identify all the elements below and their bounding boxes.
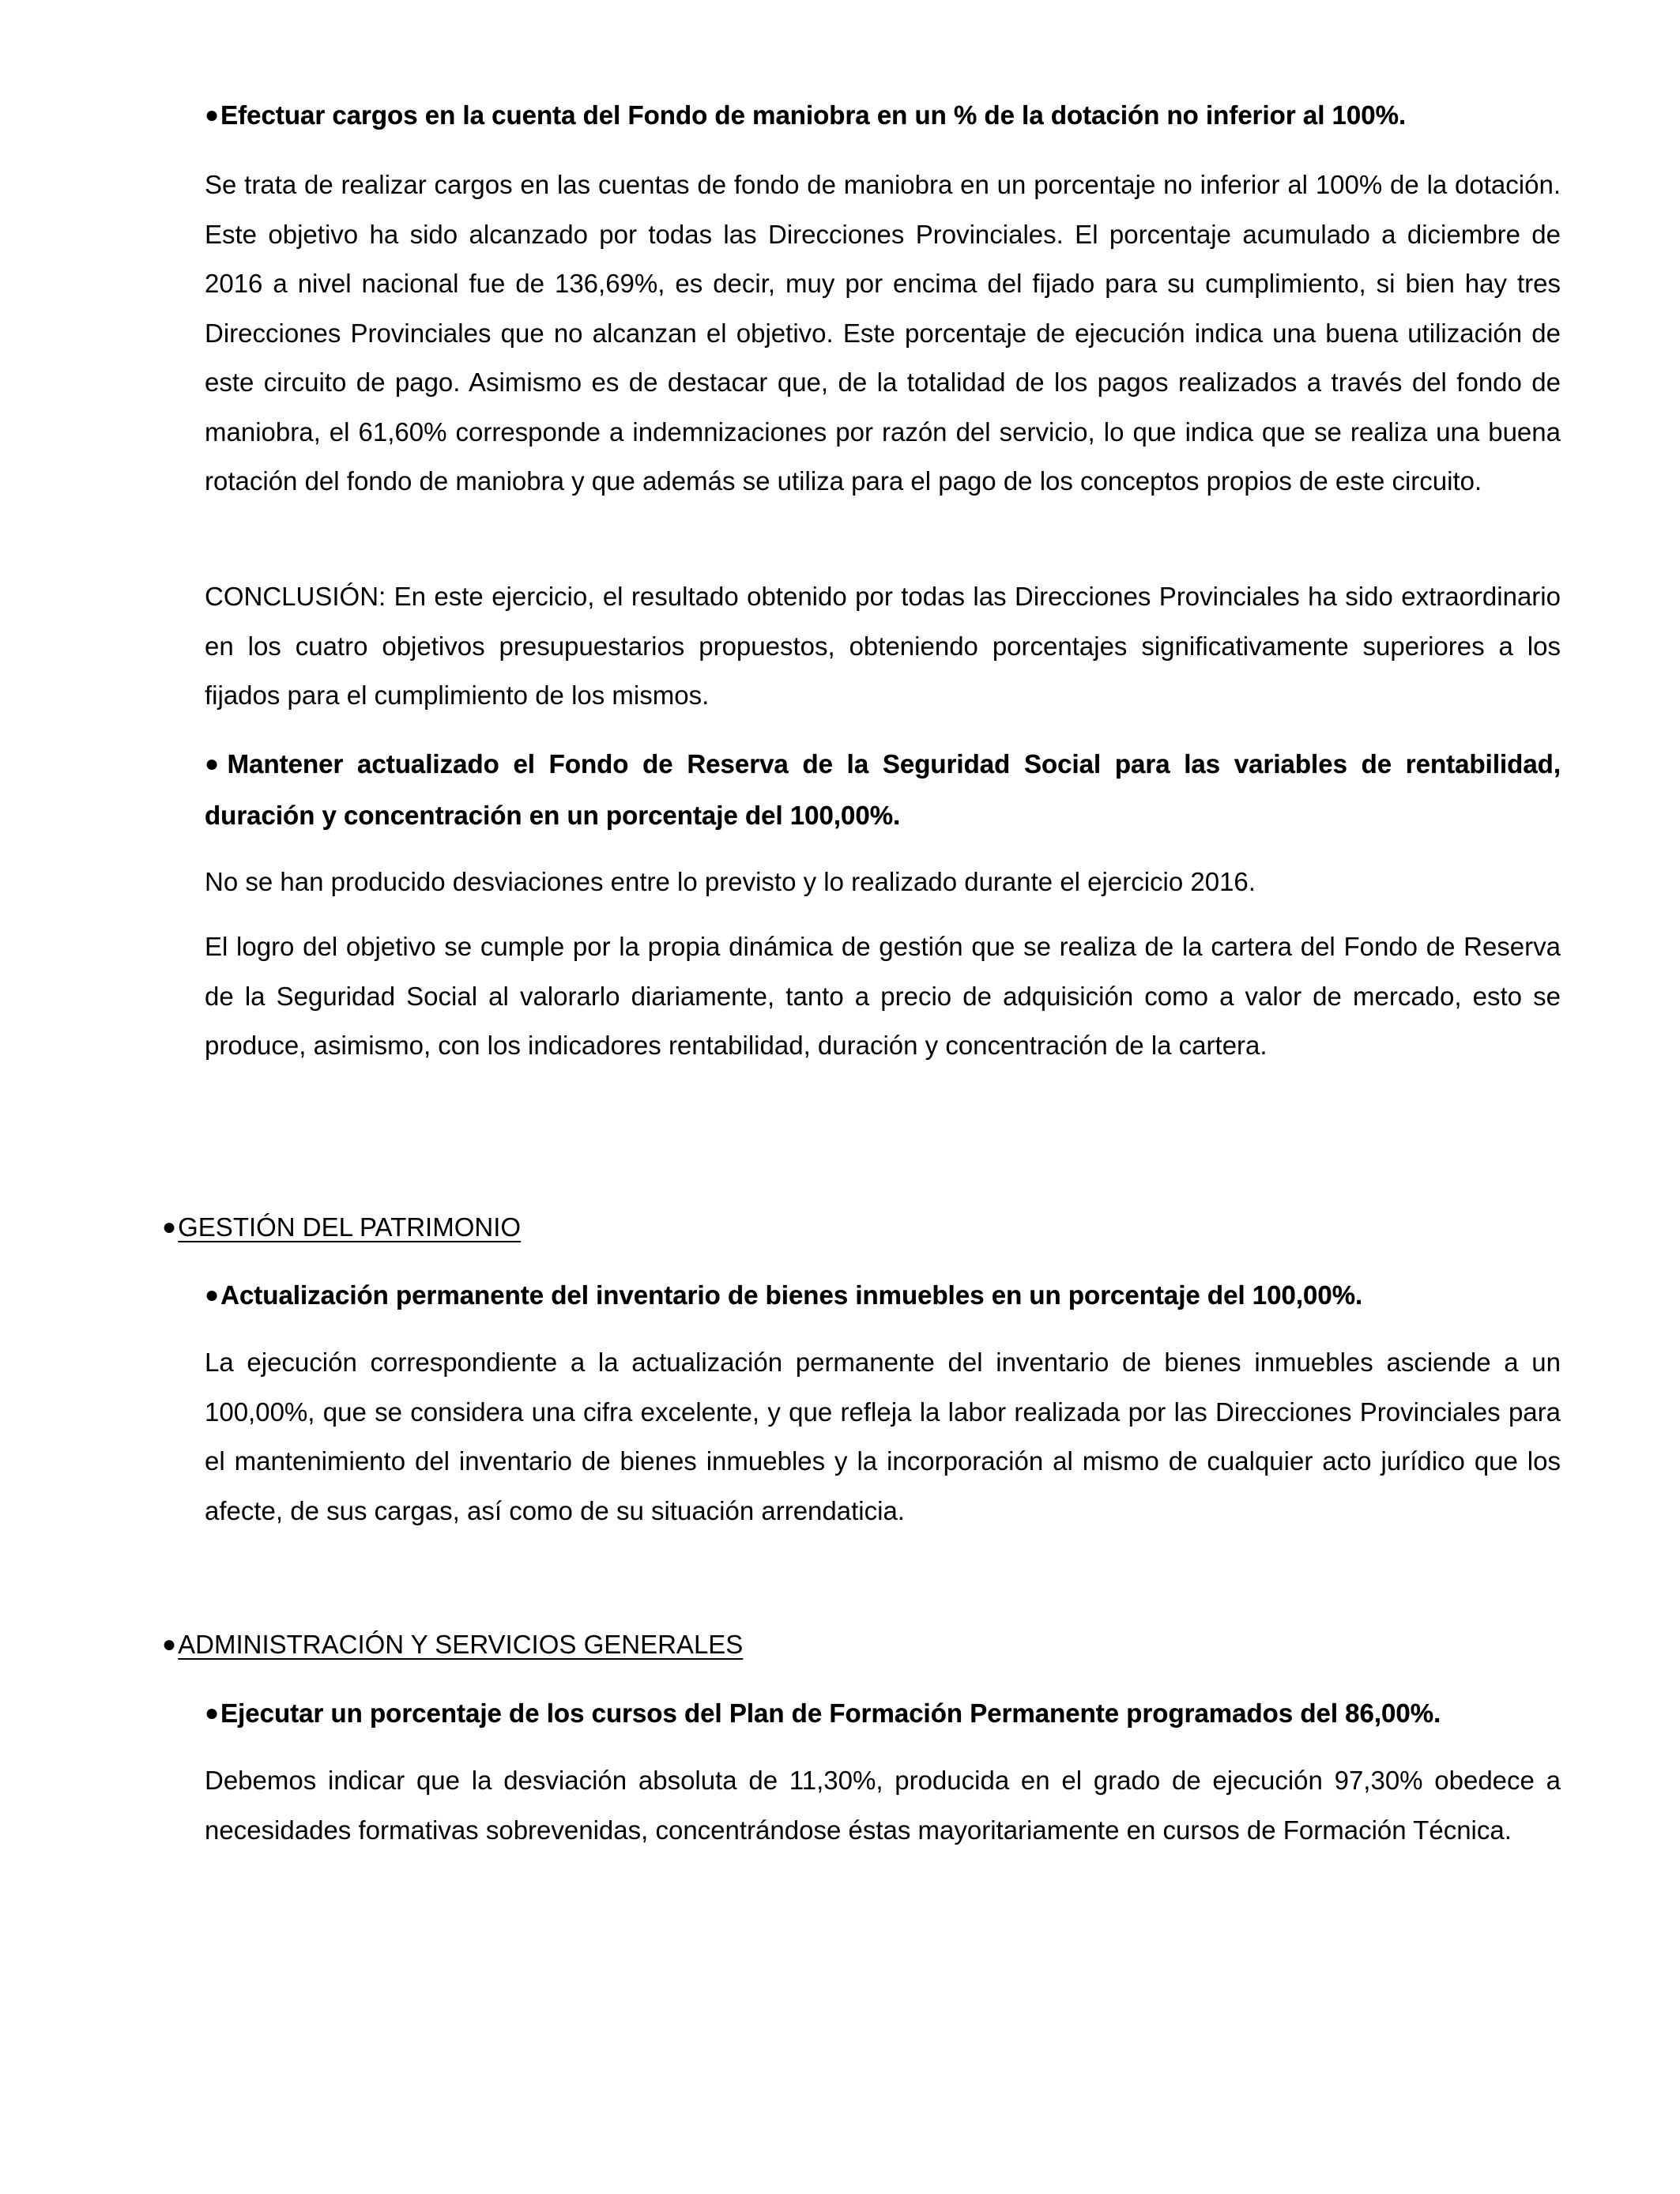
objective-heading-fondo-reserva [205,740,1561,840]
bullet-icon: ● [162,1214,177,1240]
bullet-icon: ● [205,751,226,777]
bullet-icon: ● [162,1631,177,1657]
paragraph-inventario: La ejecución correspondiente a la actualización permanente del inventario de bienes inmuebles asciende a un 100,00%, que se considera una cifra excelente, y que refleja la labor realizada por las Direcciones Provinciales para el mantenimiento del inventario de bienes inmuebles y la incorporación al mismo de cualquier acto jurídico que los afecte, de sus cargas, así como de su situación arrendaticia. [205,1348,1561,1525]
paragraph-conclusion: CONCLUSIÓN: En este ejercicio, el resultado obtenido por todas las Direcciones Provinciales ha sido extraordinario en los cuatro objetivos presupuestarios propuestos, obteniendo porcentajes significativamente superiores a los fijados para el cumplimiento de los mismos. [205,582,1561,710]
objective-heading-text: Efectuar cargos en la cuenta del Fondo de maniobra en un % de la dotación no inferior al 100%. [220,100,1407,130]
paragraph-logro: El logro del objetivo se cumple por la propia dinámica de gestión que se realiza de la cartera del Fondo de Reserva de la Seguridad Social al valorarlo diariamente, tanto a precio de adquisición como a valor de mercado, esto se produce, asimismo, con los indicadores rentabilidad, duración y concentración de la cartera. [205,932,1561,1060]
objective-heading-formacion [205,1689,1561,1740]
bullet-icon: ● [205,102,220,128]
paragraph-formacion: Debemos indicar que la desviación absoluta de 11,30%, producida en el grado de ejecución 97,30% obedece a necesidades formativas sobrevenidas, concentrándose éstas mayoritariamente en cursos de Formación Técnica. [205,1766,1561,1845]
bullet-icon: ● [205,1700,220,1726]
paragraph-fondo-maniobra: Se trata de realizar cargos en las cuentas de fondo de maniobra en un porcentaje no inferior al 100% de la dotación. Este objetivo ha sido alcanzado por todas las Direcciones Provinciales. El porcentaje acumulado a diciembre de 2016 a nivel nacional fue de 136,69%, es decir, muy por encima del fijado para su cumplimiento, si bien hay tres Direcciones Provinciales que no alcanzan el objetivo. Este porcentaje de ejecución indica una buena utilización de este circuito de pago. Asimismo es de destacar que, de la totalidad de los pagos realizados a través del fondo de maniobra, el 61,60% corresponde a indemnizaciones por razón del servicio, lo que indica que se realiza una buena rotación del fondo de maniobra y que además se utiliza para el pago de los conceptos propios de este circuito. [205,170,1561,496]
bullet-icon: ● [205,1282,220,1308]
objective-heading-text: Actualización permanente del inventario de bienes inmuebles en un porcentaje del 100,00%. [220,1280,1363,1310]
section-heading-patrimonio [162,1203,521,1254]
objective-heading-fondo-maniobra [205,91,1561,142]
section-title: ADMINISTRACIÓN Y SERVICIOS GENERALES [178,1630,744,1659]
section-title: GESTIÓN DEL PATRIMONIO [178,1212,522,1242]
objective-heading-inventario [205,1271,1561,1322]
section-heading-administracion [162,1620,743,1672]
paragraph-no-desviaciones: No se han producido desviaciones entre lo previsto y lo realizado durante el ejercicio 2016. [205,867,1256,896]
objective-heading-text: Mantener actualizado el Fondo de Reserva de la Seguridad Social para las variables de rentabilidad, duración y concentración en un porcentaje del 100,00%. [205,749,1561,830]
objective-heading-text: Ejecutar un porcentaje de los cursos del Plan de Formación Permanente programados del 86,00%. [220,1698,1441,1728]
